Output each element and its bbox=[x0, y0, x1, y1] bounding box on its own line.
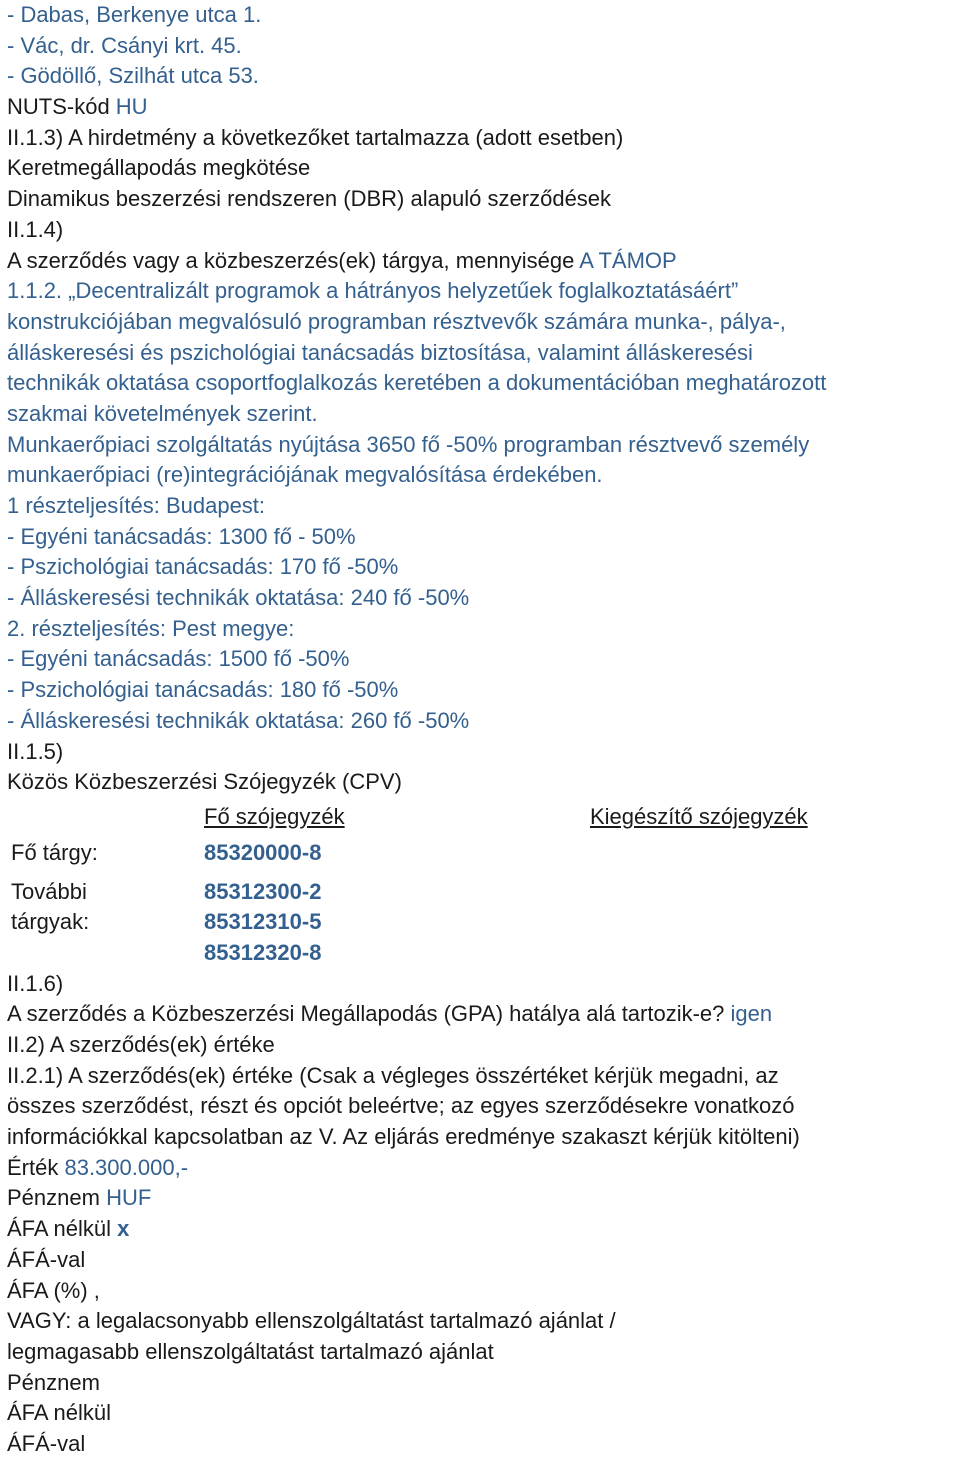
ertek-line bbox=[7, 1153, 960, 1184]
cpv-other-code: 85312310-5 bbox=[204, 909, 322, 935]
cpv-main-code: 85320000-8 bbox=[204, 839, 322, 865]
penznem2-line: Pénznem bbox=[7, 1369, 100, 1395]
cpv-row-other bbox=[7, 907, 960, 938]
cpv-header-main: Fő szójegyzék bbox=[204, 803, 345, 829]
dbr-line: Dinamikus beszerzési rendszeren (DBR) alapuló szerződések bbox=[7, 186, 612, 212]
targy-text-line: munkaerőpiaci (re)integrációjának megvalósítása érdekében. bbox=[7, 462, 603, 488]
section-ii15-heading: II.1.5) bbox=[7, 738, 64, 764]
penznem-line bbox=[7, 1183, 960, 1214]
targy-text-line: - Egyéni tanácsadás: 1300 fő - 50% bbox=[7, 523, 356, 549]
targy-text-line: - Álláskeresési technikák oktatása: 260 fő -50% bbox=[7, 707, 470, 733]
targy-text-line: technikák oktatása csoportfoglalkozás keretében a dokumentációban meghatározott bbox=[7, 370, 827, 396]
address-line: - Vác, dr. Csányi krt. 45. bbox=[7, 32, 242, 58]
cpv-other-code: 85312320-8 bbox=[204, 939, 322, 965]
nuts-line bbox=[7, 92, 960, 123]
targy-text-line: álláskeresési és pszichológiai tanácsadás biztosítása, valamint álláskeresési bbox=[7, 339, 753, 365]
vagy-line: legmagasabb ellenszolgáltatást tartalmazó ajánlat bbox=[7, 1338, 494, 1364]
targy-text-line: konstrukciójában megvalósuló programban résztvevők számára munka-, pálya-, bbox=[7, 308, 786, 334]
keretmegallapodas-line: Keretmegállapodás megkötése bbox=[7, 155, 311, 181]
afa-val-line: ÁFÁ-val bbox=[7, 1246, 86, 1272]
cpv-row-other bbox=[7, 877, 960, 908]
gpa-line bbox=[7, 999, 960, 1030]
gpa-question: A szerződés a Közbeszerzési Megállapodás (GPA) hatálya alá tartozik-e? bbox=[7, 1001, 731, 1027]
afa-nelkul-value: x bbox=[117, 1216, 130, 1242]
afa-nelkul-label: ÁFA nélkül bbox=[7, 1216, 118, 1242]
ertek-text-line: információkkal kapcsolatban az V. Az eljárás eredménye szakaszt kérjük kitölteni) bbox=[7, 1124, 800, 1150]
ertek-text-line: II.2.1) A szerződés(ek) értéke (Csak a végleges összértéket kérjük megadni, az bbox=[7, 1062, 779, 1088]
targy-line bbox=[7, 246, 960, 277]
cpv-header-supplementary: Kiegészítő szójegyzék bbox=[590, 803, 808, 829]
section-ii13-heading: II.1.3) A hirdetmény a következőket tartalmazza (adott esetben) bbox=[7, 124, 624, 150]
targy-label: A szerződés vagy a közbeszerzés(ek) tárgya, mennyisége bbox=[7, 247, 580, 273]
section-ii16-heading: II.1.6) bbox=[7, 970, 64, 996]
section-ii14-heading: II.1.4) bbox=[7, 216, 64, 242]
penznem-label: Pénznem bbox=[7, 1185, 107, 1211]
cpv-other-code: 85312300-2 bbox=[204, 878, 322, 904]
cpv-main-label: Fő tárgy: bbox=[11, 839, 98, 865]
ertek-label: Érték bbox=[7, 1154, 65, 1180]
cpv-row-main bbox=[7, 838, 960, 869]
cpv-row-other bbox=[7, 938, 960, 969]
vagy-line: VAGY: a legalacsonyabb ellenszolgáltatást tartalmazó ajánlat / bbox=[7, 1308, 616, 1334]
address-line: - Gödöllő, Szilhát utca 53. bbox=[7, 63, 259, 89]
targy-text-line: - Álláskeresési technikák oktatása: 240 fő -50% bbox=[7, 585, 470, 611]
section-ii2-heading: II.2) A szerződés(ek) értéke bbox=[7, 1032, 275, 1057]
targy-text-line: - Pszichológiai tanácsadás: 180 fő -50% bbox=[7, 677, 399, 703]
ertek-value: 83.300.000,- bbox=[64, 1154, 189, 1180]
afa-val2-line: ÁFÁ-val bbox=[7, 1430, 86, 1456]
targy-text-line: - Pszichológiai tanácsadás: 170 fő -50% bbox=[7, 554, 399, 580]
nuts-label: NUTS-kód bbox=[7, 94, 116, 120]
penznem-value: HUF bbox=[106, 1185, 152, 1211]
nuts-value: HU bbox=[115, 94, 148, 120]
cpv-other-label: tárgyak: bbox=[11, 909, 90, 935]
targy-text-line: - Egyéni tanácsadás: 1500 fő -50% bbox=[7, 646, 350, 672]
targy-text-line: 1 részteljesítés: Budapest: bbox=[7, 493, 266, 518]
afa-nelkul-line bbox=[7, 1214, 960, 1245]
address-line: - Dabas, Berkenye utca 1. bbox=[7, 2, 262, 27]
ertek-text-line: összes szerződést, részt és opciót beleértve; az egyes szerződésekre vonatkozó bbox=[7, 1093, 795, 1119]
targy-text-line: 2. részteljesítés: Pest megye: bbox=[7, 615, 295, 641]
targy-text-line: Munkaerőpiaci szolgáltatás nyújtása 3650 fő -50% programban résztvevő személy bbox=[7, 431, 810, 457]
targy-value: A TÁMOP bbox=[579, 247, 677, 273]
cpv-table-header bbox=[7, 798, 960, 838]
afa-nelkul2-line: ÁFA nélkül bbox=[7, 1400, 111, 1426]
targy-text-line: 1.1.2. „Decentralizált programok a hátrányos helyzetűek foglalkoztatásáért” bbox=[7, 278, 739, 304]
targy-text-line: szakmai követelmények szerint. bbox=[7, 400, 318, 426]
afa-pct-line: ÁFA (%) , bbox=[7, 1277, 100, 1303]
gpa-value: igen bbox=[730, 1001, 773, 1027]
cpv-title: Közös Közbeszerzési Szójegyzék (CPV) bbox=[7, 769, 402, 795]
cpv-other-label: További bbox=[11, 878, 87, 904]
